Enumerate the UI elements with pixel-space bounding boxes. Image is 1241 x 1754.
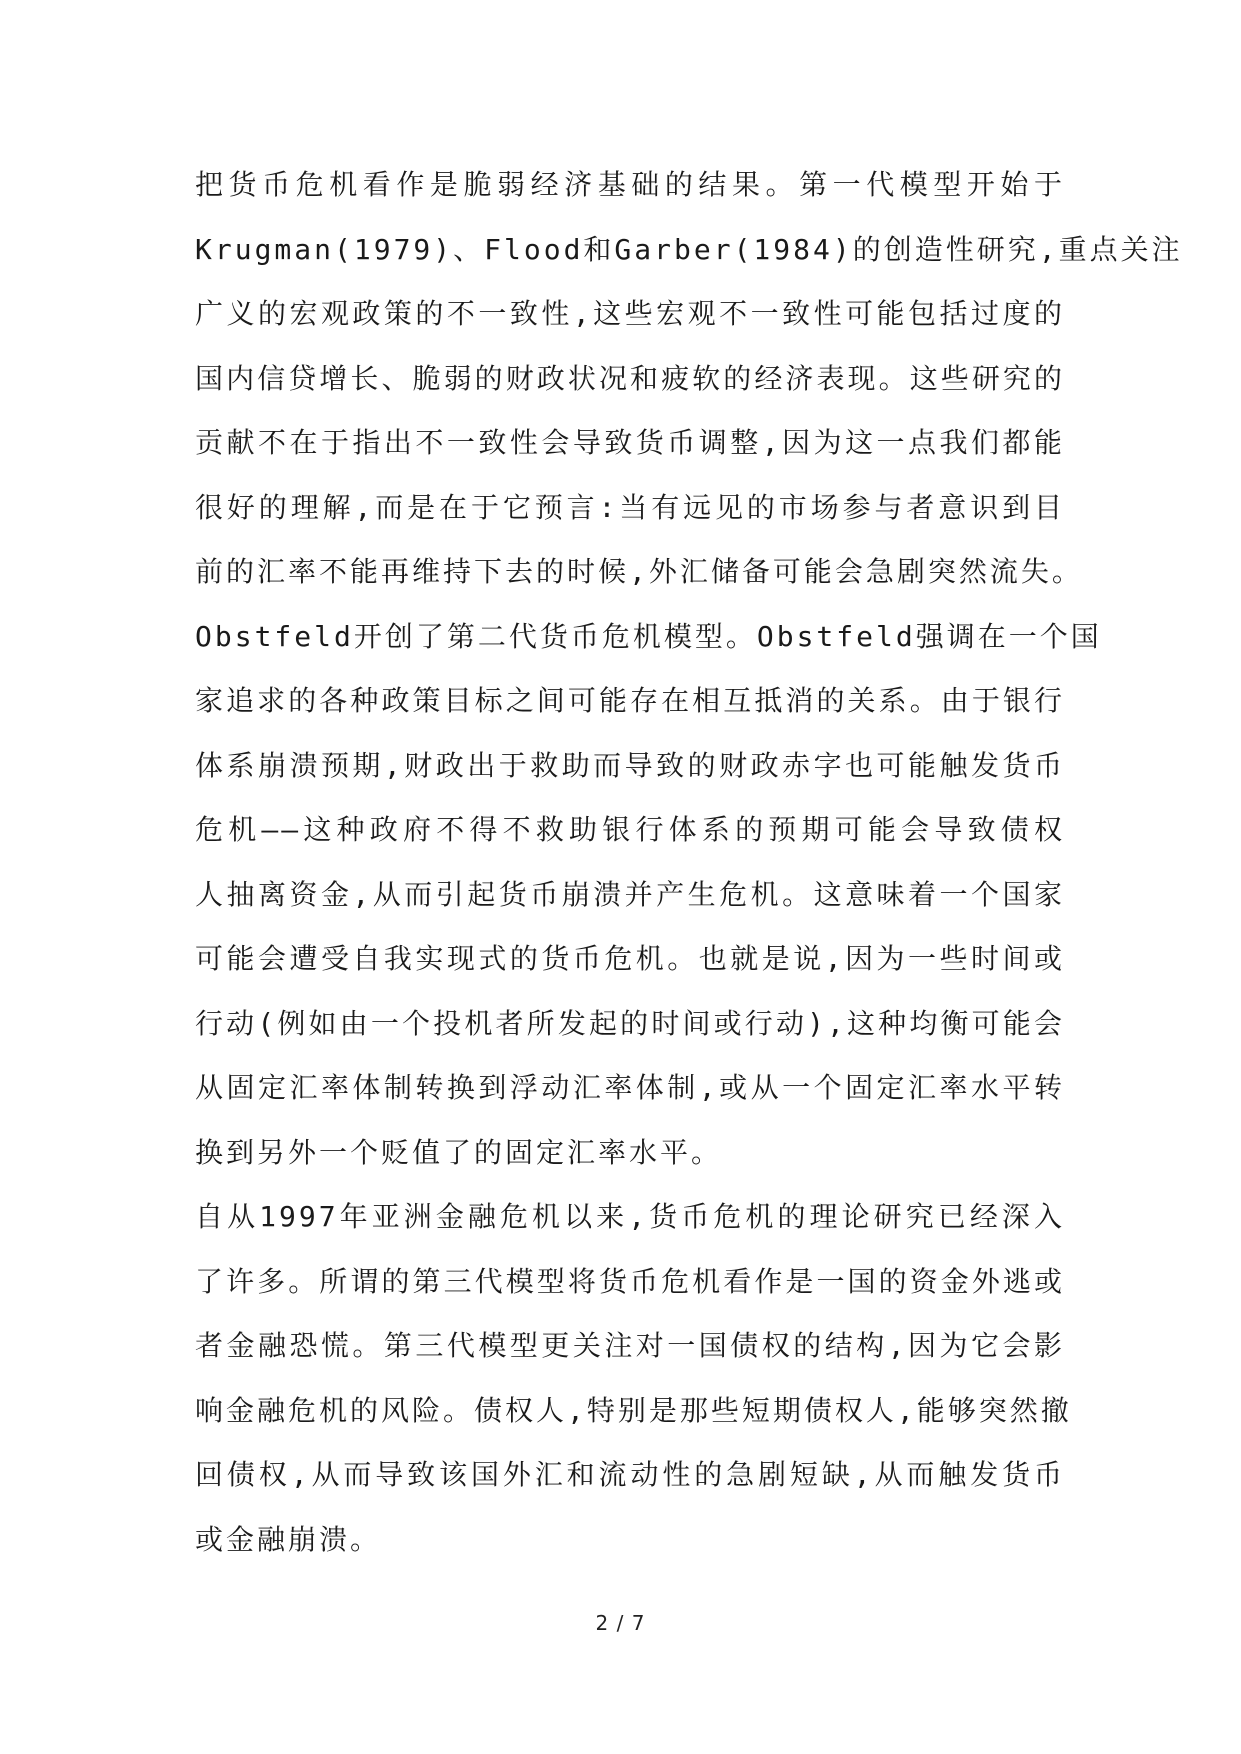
text-line: 了许多。所谓的第三代模型将货币危机看作是一国的资金外逃或 <box>195 1264 1065 1298</box>
paragraph-3 <box>195 1185 1072 1572</box>
text-line: 把货币危机看作是脆弱经济基础的结果。第一代模型开始于 <box>195 168 1065 201</box>
text-line: 换到另外一个贬值了的固定汇率水平。 <box>195 1135 723 1169</box>
text-line: 很好的理解,而是在于它预言:当有远见的市场参与者意识到目 <box>195 490 1065 524</box>
text-line: Obstfeld开创了第二代货币危机模型。Obstfeld强调在一个国 <box>195 619 1102 653</box>
body-text <box>195 153 1183 1572</box>
text-line: 体系崩溃预期,财政出于救助而导致的财政赤字也可能触发货币 <box>195 748 1065 782</box>
page-number: 2 / 7 <box>595 1611 646 1635</box>
text-line: 危机——这种政府不得不救助银行体系的预期可能会导致债权 <box>195 813 1065 846</box>
text-line: 人抽离资金,从而引起货币崩溃并产生危机。这意味着一个国家 <box>195 877 1065 911</box>
text-line: 自从1997年亚洲金融危机以来,货币危机的理论研究已经深入 <box>195 1200 1065 1233</box>
text-line: 或金融崩溃。 <box>195 1522 382 1556</box>
text-line: 前的汇率不能再维持下去的时候,外汇储备可能会急剧突然流失。 <box>195 555 1083 588</box>
text-line: 响金融危机的风险。债权人,特别是那些短期债权人,能够突然撤 <box>195 1393 1072 1427</box>
text-line: 国内信贷增长、脆弱的财政状况和疲软的经济表现。这些研究的 <box>195 361 1065 395</box>
text-line: 回债权,从而导致该国外汇和流动性的急剧短缺,从而触发货币 <box>195 1458 1065 1491</box>
text-line: Krugman(1979)、Flood和Garber(1984)的创造性研究,重点关注 <box>195 232 1183 266</box>
paragraph-1 <box>195 153 1183 605</box>
text-line: 从固定汇率体制转换到浮动汇率体制,或从一个固定汇率水平转 <box>195 1071 1065 1104</box>
text-line: 者金融恐慌。第三代模型更关注对一国债权的结构,因为它会影 <box>195 1329 1065 1362</box>
paragraph-2 <box>195 605 1102 1186</box>
text-line: 可能会遭受自我实现式的货币危机。也就是说,因为一些时间或 <box>195 942 1065 975</box>
text-line: 家追求的各种政策目标之间可能存在相互抵消的关系。由于银行 <box>195 684 1065 717</box>
text-line: 贡献不在于指出不一致性会导致货币调整,因为这一点我们都能 <box>195 426 1065 459</box>
text-line: 广义的宏观政策的不一致性,这些宏观不一致性可能包括过度的 <box>195 297 1065 330</box>
text-line: 行动(例如由一个投机者所发起的时间或行动),这种均衡可能会 <box>195 1006 1065 1040</box>
